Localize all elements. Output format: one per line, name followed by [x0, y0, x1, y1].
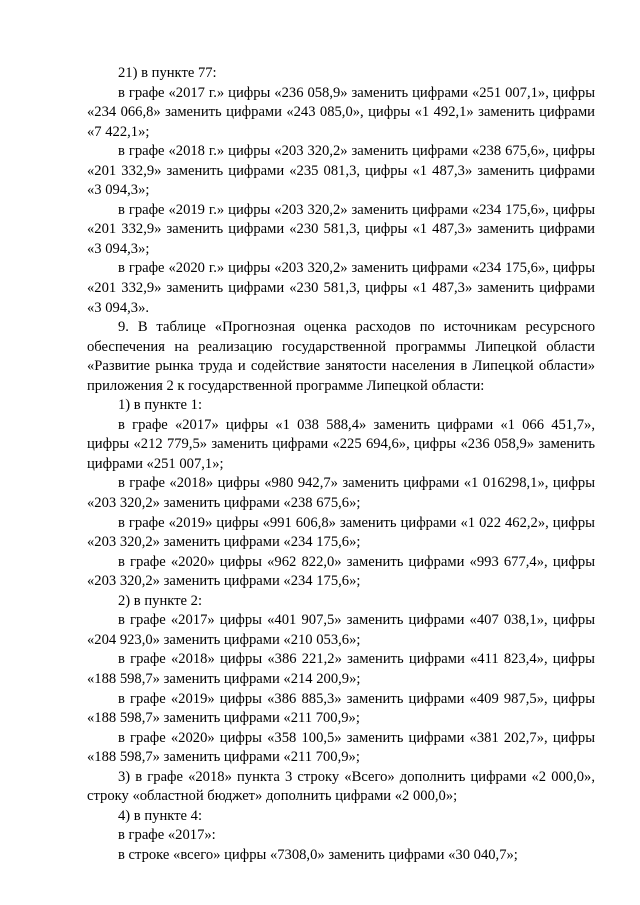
paragraph-2017-replacement: в графе «2017 г.» цифры «236 058,9» заменить цифрами «251 007,1», цифры «234 066,8» заменить цифрами «243 085,0», цифры «1 492,1» заменить цифрами «7 422,1»;	[87, 84, 595, 140]
paragraph-item-2-2020: в графе «2020» цифры «358 100,5» заменить цифрами «381 202,7», цифры «188 598,7» заменить цифрами «211 700,9»;	[87, 729, 595, 766]
paragraph-item-1-2019: в графе «2019» цифры «991 606,8» заменить цифрами «1 022 462,2», цифры «203 320,2» заменить цифрами «234 175,6»;	[87, 514, 595, 551]
paragraph-item-2-2019: в графе «2019» цифры «386 885,3» заменить цифрами «409 987,5», цифры «188 598,7» заменить цифрами «211 700,9»;	[87, 690, 595, 727]
paragraph-item-1-2018: в графе «2018» цифры «980 942,7» заменить цифрами «1 016298,1», цифры «203 320,2» заменить цифрами «238 675,6»;	[87, 475, 595, 512]
paragraph-item-1-2020: в графе «2020» цифры «962 822,0» заменить цифрами «993 677,4», цифры «203 320,2» заменить цифрами «234 175,6»;	[87, 553, 595, 590]
paragraph-2019-replacement: в графе «2019 г.» цифры «203 320,2» заменить цифрами «234 175,6», цифры «201 332,9» заменить цифрами «230 581,3, цифры «1 487,3» заменить цифрами «3 094,3»;	[87, 201, 595, 257]
paragraph-section-9: 9. В таблице «Прогнозная оценка расходов по источникам ресурсного обеспечения на реализацию государственной программы Липецкой области «Развитие рынка труда и содействие занятости населения в Липецкой области» приложения 2 к государственной программе Липецкой области:	[87, 319, 595, 394]
paragraph-2020-replacement: в графе «2020 г.» цифры «203 320,2» заменить цифрами «234 175,6», цифры «201 332,9» заменить цифрами «230 581,3, цифры «1 487,3» заменить цифрами «3 094,3».	[87, 260, 595, 316]
paragraph-item-2-heading: 2) в пункте 2:	[118, 592, 203, 609]
paragraph-item-1-2017: в графе «2017» цифры «1 038 588,4» заменить цифрами «1 066 451,7», цифры «212 779,5» заменить цифрами «225 694,6», цифры «236 058,9» заменить цифрами «251 007,1»;	[87, 416, 595, 472]
paragraph-item-21-heading: 21) в пункте 77:	[118, 65, 217, 81]
paragraph-item-4-heading: 4) в пункте 4:	[118, 807, 203, 824]
paragraph-item-4-total-row: в строке «всего» цифры «7308,0» заменить цифрами «30 040,7»;	[118, 846, 518, 863]
paragraph-item-2-2017: в графе «2017» цифры «401 907,5» заменить цифрами «407 038,1», цифры «204 923,0» заменить цифрами «210 053,6»;	[87, 612, 595, 648]
paragraph-item-3: 3) в графе «2018» пункта 3 строку «Всего» дополнить цифрами «2 000,0», строку «областной бюджет» дополнить цифрами «2 000,0»;	[87, 768, 595, 805]
paragraph-2018-replacement: в графе «2018 г.» цифры «203 320,2» заменить цифрами «238 675,6», цифры «201 332,9» заменить цифрами «235 081,3, цифры «1 487,3» заменить цифрами «3 094,3»;	[87, 143, 595, 199]
paragraph-item-1-heading: 1) в пункте 1:	[118, 397, 203, 414]
paragraph-item-4-2017-heading: в графе «2017»:	[118, 827, 216, 844]
paragraph-item-2-2018: в графе «2018» цифры «386 221,2» заменить цифрами «411 823,4», цифры «188 598,7» заменить цифрами «214 200,9»;	[87, 651, 595, 687]
document-body	[87, 64, 595, 865]
